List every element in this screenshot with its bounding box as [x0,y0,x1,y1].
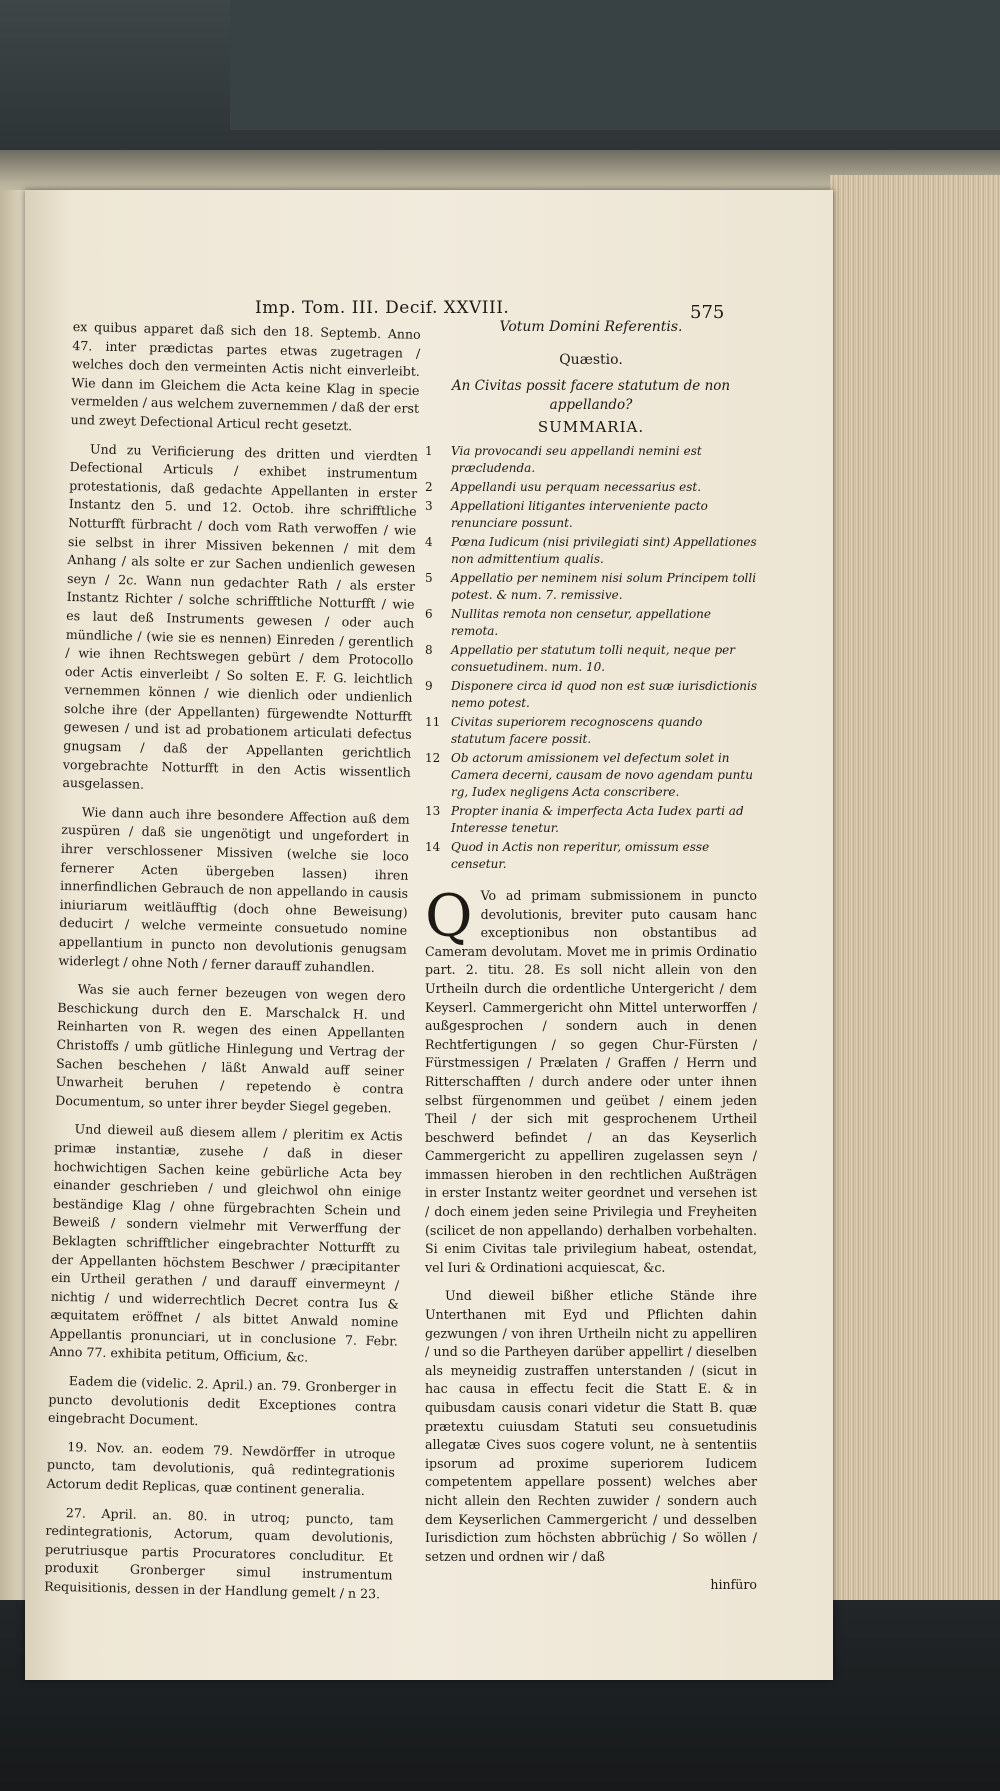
summaria-text: Civitas superiorem recognoscens quando statutum facere possit. [451,714,703,746]
summaria-item [425,479,757,496]
summaria-number: 3 [425,498,433,513]
summaria-text: Appellationi litigantes interveniente pacto renunciare possunt. [451,498,708,530]
summaria-text: Ob actorum amissionem vel defectum solet in Camera decerni, causam de novo agendam puntu rg, Iudex negligens Acta conscribere. [451,750,753,799]
summaria-item [425,839,757,873]
paragraph: 19. Nov. an. eodem 79. Newdörffer in utroque puncto, tam devolutionis, quâ redintegrationis Actorum dedit Replicas, quæ continent generalia. [46,1439,396,1498]
summaria-text: Nullitas remota non censetur, appellatione remota. [451,606,711,638]
summaria-number: 12 [425,750,441,765]
summaria-item [425,498,757,532]
summaria-item [425,750,757,801]
summaria-item [425,642,757,676]
paragraph: Wie dann auch ihre besondere Affection auß dem zuspüren / daß sie ungenötigt und ungefordert in ihrer verschlossener Missiven (welche sie loco fernerer Acten übergeben lassen) ihren innerfindlichen Gebrauch de non appellando in causis iniuriarum weitläufftig (doch ohne Beweisung) deducirt / welche vermeinte consuetudo nomine appellantium in puncto non devolutionis genugsam widerlegt / ohne Noth / ferner darauff zuhandlen. [58,804,410,975]
summaria-text: Propter inania & imperfecta Acta Iudex parti ad Interesse tenetur. [451,803,744,835]
votum-body-second: Und dieweil bißher etliche Stände ihre Unterthanen mit Eyd und Pflichten dahin gezwungen / von ihren Urtheiln nicht zu appelliren / und so die Partheyen darüber appellirt / dieselben als meyneidig zustraffen unterstanden / (sicut in hac causa in effectu fecit die Statt E. & in quibusdam causis conari videtur die Statt B. quæ prætextu cuiusdam Statuti seu consuetudinis allegatæ Cives suos cogere volunt, ne à sententiis ipsorum ad proxime superiorem Iudicem competentem appellare possent) welches aber nicht allein den Rechten zuwider / sondern auch dem Keyserlichen Cammergericht / und desselben Iurisdiction zum höchsten abbrüchig / So wöllen / setzen und ordnen wir / daß [425,1288,757,1564]
summaria-number: 1 [425,443,433,458]
running-title: Imp. Tom. III. Decif. XXVIII. [255,298,510,318]
summaria-item [425,534,757,568]
left-page-edge [0,190,28,1620]
summaria-item [425,714,757,748]
summaria-text: Appellatio per statutum tolli nequit, neque per consuetudinem. num. 10. [451,642,736,674]
summaria-number: 8 [425,642,433,657]
summaria-number: 14 [425,839,441,854]
summaria-number: 5 [425,570,433,585]
summaria-item [425,678,757,712]
summaria-item [425,606,757,640]
book-page [25,190,833,1680]
summaria-number: 13 [425,803,441,818]
summaria-text: Pœna Iudicum (nisi privilegiati sint) Appellationes non admittentium qualis. [451,534,757,566]
page-number: 575 [690,302,725,323]
drop-cap: Q [425,881,473,950]
left-column [44,318,421,1614]
summaria-text: Disponere circa id quod non est suæ iurisdictionis nemo potest. [451,678,757,710]
summaria-list [425,443,757,873]
summaria-item [425,443,757,477]
votum-body-first-text: Vo ad primam submissionem in puncto devolutionis, breviter puto causam hanc exceptionibus non obstantibus ad Cameram devolutam. Movet me in primis Ordinatio part. 2. titu. 28. Es soll nicht allein von den Urtheiln durch die ordentliche Untergericht / dem Keyserl. Cammergericht ohn Mittel unterworffen / außgesprochen / sondern auch in denen Rechtfertigungen / so gegen Chur-Fürsten / Fürstmessigen / Prælaten / Graffen / Herrn und Ritterschafften / durch andere oder unter ihnen selbst fürgenommen und geübet / einem jeden Theil / der sich mit gesprochenem Urtheil beschwerd befindet / an das Keyserlich Cammergericht zu appelliren zugelassen seyn / immassen hieroben in den rechtlichen Außträgen in erster Instantz weiter geordnet und versehen ist / doch einem jeden seine Privilegia und Freyheiten (scilicet de non appellando) derhalben vorbehalten. Si enim Civitas tale privilegium habeat, ostendat, vel Iuri & Ordinationi acquiescat, &c. [425,887,757,1275]
votum-body-first [425,881,757,1277]
summaria-text: Via provocandi seu appellandi nemini est præcludenda. [451,443,702,475]
quaestio-heading: Quæstio. [559,351,623,368]
quaestio-text: An Civitas possit facere statutum de non appellando? [451,378,731,413]
book-fore-edge [830,175,1000,1695]
summaria-item [425,570,757,604]
paragraph: Und zu Verificierung des dritten und vierdten Defectional Articuls / exhibet instrumentum protestationis, daß gedachte Appellanten in erster Instantz den 5. und 12. Octob. ihre schrifftliche Notturfft fürbracht / doch vom Rath verwoffen / wie sie selbst in ihrer Missiven bekennen / mit dem Anhang / als solte er zur Sachen undienlich gewesen seyn / 2c. Wann nun gedachter Rath / als erster Instantz Richter / solche schrifftliche Notturfft / wie es laut deß Instruments gewesen / oder auch mündliche / (wie sie es nennen) Einreden / gerentlich / wie ihnen Rechtswegen gebürt / dem Protocollo oder Actis einverleibt / So solten E. F. G. leichtlich vernemmen können / wie dienlich oder undienlich solche ihre (der Appellanten) fürgewendte Notturfft gewesen / und ist ad probationem articulati defectus gnugsam / daß der Appellanten gerichtlich vorgebrachte Notturfft in den Actis wissentlich ausgelassen. [62,440,419,792]
paragraph: Eadem die (videlic. 2. April.) an. 79. Gronberger in puncto devolutionis dedit Exceptiones contra eingebracht Document. [47,1373,397,1429]
summaria-number: 4 [425,534,433,549]
summaria-text: Appellandi usu perquam necessarius est. [451,479,702,494]
summaria-number: 6 [425,606,433,621]
summaria-text: Appellatio per neminem nisi solum Principem tolli potest. & num. 7. remissive. [451,570,757,602]
votum-heading: Votum Domini Referentis. [499,319,683,335]
summaria-text: Quod in Actis non reperitur, omissum esse censetur. [451,839,710,871]
summaria-number: 2 [425,479,433,494]
catchword: hinfüro [710,1577,757,1593]
summaria-number: 11 [425,714,441,729]
paragraph: ex quibus apparet daß sich den 18. Septemb. Anno 47. inter prædictas partes etwas zugetragen / welches doch den vermeinten Actis nicht einverleibt. Wie dann im Gleichem die Acta keine Klag in specie vermelden / aus welchem zuvernemmen / daß der erst und zweyt Defectional Articul recht gesetzt. [70,318,421,434]
right-column [425,318,757,1595]
paragraph: 27. April. an. 80. in utroq; puncto, tam redintegrationis, Actorum, quam devolutionis, perutriusque partis Procuratores concluditur. Et produxit Gronberger simul instrumentum Requisitionis, dessen in der Handlung gemelt / n 23. [44,1504,394,1602]
scan-background-strip [230,0,1000,130]
paragraph: Und dieweil auß diesem allem / pleritim ex Actis primæ instantiæ, zusehe / daß in dieser hochwichtigen Sachen keine gebürliche Acta bey einander geschrieben / und gleichwol ohn einige beständige Klag / ohne fürgebrachten Schein und Beweiß / sondern vielmehr mit Verwerffung der Beklagten schrifftlicher eingebrachter Notturfft zu der Appellanten höchstem Beschwer / præcipitanter ein Urtheil gerathen / und darauff einvermeynt / nichtig / und widerrechtlich Decret contra Ius & æquitatem eröffnet / als bittet Anwald nomine Appellantis pronunciari, ut in conclusione 7. Febr. Anno 77. exhibita petitum, Officium, &c. [49,1121,403,1366]
paragraph: Was sie auch ferner bezeugen von wegen dero Beschickung durch den E. Marschalck H. und Reinharten von R. wegen des einen Appellanten Christoffs / umb gütliche Hinlegung und Vertrag der Sachen beschehen / läßt Anwald auff seiner Unwarheit beruhen / repetendo è contra Documentum, so unter ihrer beyder Siegel gegeben. [55,981,406,1116]
summaria-item [425,803,757,837]
summaria-number: 9 [425,678,433,693]
summaria-heading: SUMMARIA. [537,418,645,437]
